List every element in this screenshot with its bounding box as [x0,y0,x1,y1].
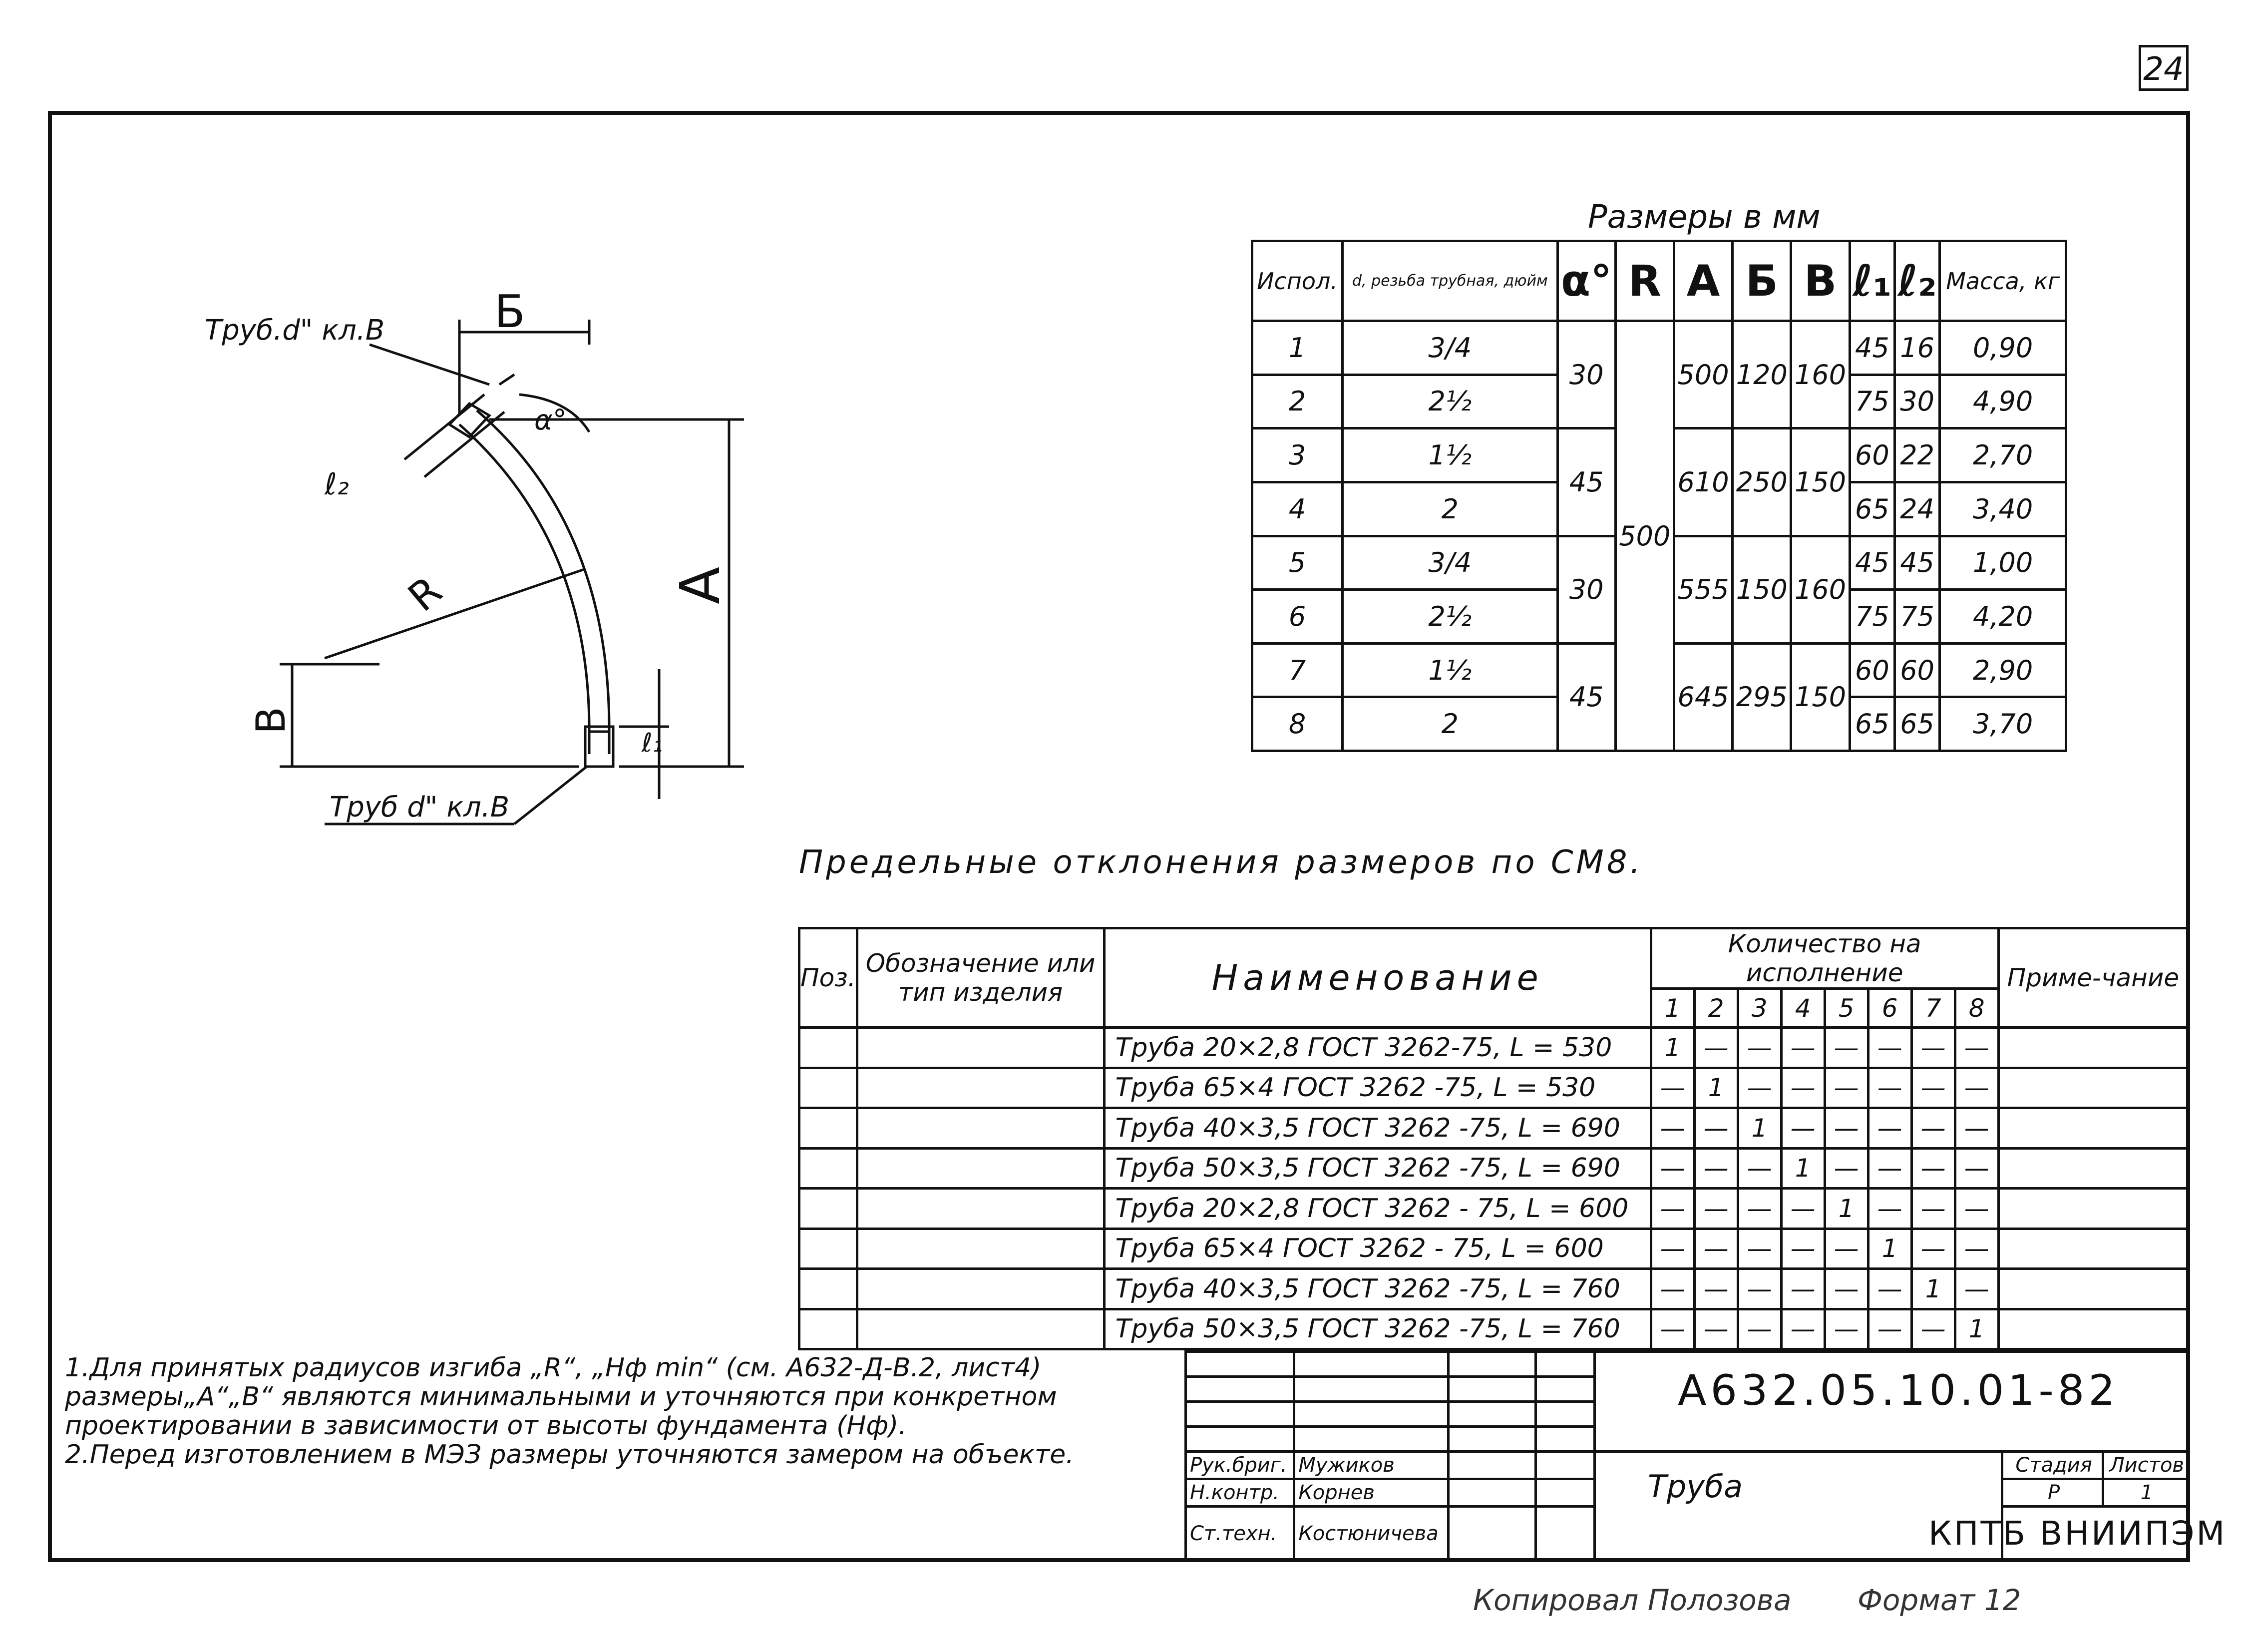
cell-B: 120 [1733,321,1791,428]
cell-mass: 3,40 [1940,482,2066,536]
cell-qty: 1 [1868,1229,1911,1269]
note-1: 1.Для принятых радиусов изгиба „R“, „Нф min“ (см. А632-Д-В.2, лист4) размеры„А“„В“ являются минимальными и уточняются при конкретном проектировании в зависимости от высоты фундамента (Нф). [65,1353,1057,1441]
cell-note [1998,1189,2188,1229]
cell-B: 250 [1733,428,1791,536]
cell-designation [857,1148,1104,1189]
cell-name: Труба 65×4 ГОСТ 3262 -75, L = 530 [1104,1068,1651,1108]
cell-designation [857,1028,1104,1068]
sheet-format: Формат 12 [1858,1583,2021,1617]
cell-qty: — [1738,1229,1781,1269]
label-bottom-pipe: Труб d" кл.В [330,791,510,824]
cell-qty: 1 [1738,1108,1781,1149]
cell-note [1998,1068,2188,1108]
cell-l1: 75 [1850,590,1894,644]
spec-header-row-1 [799,928,2188,989]
spec-row [799,1068,2188,1108]
dim-l2-label: ℓ₂ [325,467,349,502]
signature-cell-3 [1448,1507,1536,1561]
cell-qty: — [1825,1148,1868,1189]
cell-qty: 1 [1825,1189,1868,1229]
cell-A: 610 [1674,428,1732,536]
cell-qty: — [1651,1108,1694,1149]
cell-qty: — [1868,1269,1911,1309]
cell-note [1998,1269,2188,1309]
header-name: Наименование [1104,928,1651,1028]
cell-d-thread: 2 [1343,697,1557,751]
stage-label: Стадия [2002,1451,2103,1479]
cell-qty: — [1651,1068,1694,1108]
cell-V: 150 [1791,643,1850,751]
dimensions-table [1251,240,2067,752]
role-cell-3: Ст.техн. [1186,1507,1294,1561]
cell-A: 500 [1674,321,1732,428]
header-ispoln: Испол. [1252,241,1343,321]
cell-ispoln: 2 [1252,375,1343,428]
cell-qty: — [1825,1269,1868,1309]
header-mass: Масса, кг [1940,241,2066,321]
cell-pos [799,1068,857,1108]
spec-row [799,1148,2188,1189]
cell-note [1998,1309,2188,1349]
header-alpha: α° [1557,241,1615,321]
cell-designation [857,1068,1104,1108]
spec-row [799,1229,2188,1269]
cell-mass: 4,90 [1940,375,2066,428]
cell-qty: — [1911,1108,1955,1149]
cell-mass: 2,70 [1940,428,2066,482]
cell-l1: 60 [1850,428,1894,482]
cell-qty: — [1694,1229,1738,1269]
cell-qty: — [1868,1309,1911,1349]
header-exec-1: 1 [1651,989,1694,1028]
pipe-bend-drawing [190,280,864,854]
cell-qty: — [1955,1148,1998,1189]
cell-ispoln: 4 [1252,482,1343,536]
cell-designation [857,1189,1104,1229]
cell-l1: 45 [1850,536,1894,590]
cell-alpha: 45 [1557,428,1615,536]
header-R: R [1615,241,1674,321]
cell-mass: 4,20 [1940,590,2066,644]
cell-qty: — [1694,1148,1738,1189]
cell-B: 295 [1733,643,1791,751]
cell-pos [799,1028,857,1068]
dimensions-caption: Размеры в мм [1588,199,1821,236]
cell-R: 500 [1615,321,1674,751]
cell-qty: — [1651,1269,1694,1309]
sheets-value: 1 [2103,1479,2188,1507]
cell-l2: 22 [1894,428,1939,482]
cell-mass: 3,70 [1940,697,2066,751]
cell-qty: — [1651,1229,1694,1269]
cell-qty: — [1738,1309,1781,1349]
role-cell-2: Н.контр. [1186,1479,1294,1507]
dim-A-label: A [668,566,732,604]
cell-ispoln: 1 [1252,321,1343,375]
cell-qty: — [1738,1269,1781,1309]
cell-qty: 1 [1781,1148,1825,1189]
cell-qty: — [1694,1028,1738,1068]
dimensions-row [1252,321,2066,375]
cell-d-thread: 2 [1343,482,1557,536]
specification-table [798,927,2189,1350]
cell-qty: — [1868,1068,1911,1108]
cell-l2: 45 [1894,536,1939,590]
cell-qty: — [1911,1189,1955,1229]
role-cell-1: Рук.бриг. [1186,1451,1294,1479]
cell-qty: 1 [1694,1068,1738,1108]
dim-R-label: R [399,567,451,621]
cell-qty: — [1781,1068,1825,1108]
cell-qty: — [1738,1189,1781,1229]
cell-qty: — [1955,1108,1998,1149]
cell-l2: 75 [1894,590,1939,644]
cell-d-thread: 3/4 [1343,321,1557,375]
stage-value: Р [2002,1479,2103,1507]
spec-row [799,1309,2188,1349]
cell-d-thread: 2½ [1343,375,1557,428]
dim-alpha-label: α° [534,404,567,436]
cell-qty: — [1781,1269,1825,1309]
spec-row [799,1108,2188,1149]
dim-B-label: Б [494,286,525,338]
cell-qty: — [1955,1229,1998,1269]
cell-qty: — [1781,1229,1825,1269]
header-pos: Поз. [799,928,857,1028]
cell-pos [799,1309,857,1349]
name-cell-1: Мужиков [1294,1451,1448,1479]
spec-row [799,1269,2188,1309]
spec-row [799,1028,2188,1068]
cell-qty: — [1781,1309,1825,1349]
header-exec-7: 7 [1911,989,1955,1028]
header-quantity: Количество на исполнение [1651,928,1998,989]
dimensions-header-row [1252,241,2066,321]
organization: КПТБ ВНИИПЭМ [1928,1514,2227,1553]
cell-qty: — [1825,1068,1868,1108]
cell-qty: — [1738,1028,1781,1068]
cell-qty: — [1781,1028,1825,1068]
cell-name: Труба 40×3,5 ГОСТ 3262 -75, L = 760 [1104,1269,1651,1309]
dimensions-body [1252,321,2066,751]
cell-qty: — [1955,1068,1998,1108]
header-exec-2: 2 [1694,989,1738,1028]
cell-ispoln: 3 [1252,428,1343,482]
signature-cell-1 [1448,1451,1536,1479]
cell-alpha: 45 [1557,643,1615,751]
cell-pos [799,1269,857,1309]
cell-designation [857,1269,1104,1309]
document-name: Труба [1648,1468,1743,1505]
sheets-label: Листов [2103,1451,2188,1479]
cell-A: 645 [1674,643,1732,751]
cell-alpha: 30 [1557,536,1615,643]
cell-qty: — [1651,1309,1694,1349]
cell-qty: — [1911,1148,1955,1189]
cell-qty: — [1911,1068,1955,1108]
cell-designation [857,1229,1104,1269]
signature-cell-2 [1448,1479,1536,1507]
cell-name: Труба 65×4 ГОСТ 3262 - 75, L = 600 [1104,1229,1651,1269]
cell-l1: 65 [1850,482,1894,536]
cell-ispoln: 7 [1252,643,1343,697]
cell-qty: — [1825,1309,1868,1349]
header-note: Приме-чание [1998,928,2188,1028]
header-exec-8: 8 [1955,989,1998,1028]
cell-A: 555 [1674,536,1732,643]
cell-pos [799,1229,857,1269]
header-V: В [1791,241,1850,321]
header-designation: Обозначение или тип изделия [857,928,1104,1028]
cell-l2: 60 [1894,643,1939,697]
cell-qty: — [1694,1189,1738,1229]
cell-qty: — [1825,1028,1868,1068]
cell-name: Труба 40×3,5 ГОСТ 3262 -75, L = 690 [1104,1108,1651,1149]
cell-qty: — [1868,1108,1911,1149]
header-B: Б [1733,241,1791,321]
name-cell-2: Корнев [1294,1479,1448,1507]
cell-name: Труба 50×3,5 ГОСТ 3262 -75, L = 760 [1104,1309,1651,1349]
cell-l2: 65 [1894,697,1939,751]
cell-d-thread: 3/4 [1343,536,1557,590]
header-exec-6: 6 [1868,989,1911,1028]
header-d-thread: d, резьба трубная, дюйм [1343,241,1557,321]
cell-l1: 45 [1850,321,1894,375]
spec-row [799,1189,2188,1229]
cell-qty: — [1868,1189,1911,1229]
cell-V: 160 [1791,536,1850,643]
cell-qty: — [1781,1189,1825,1229]
deviation-note: Предельные отклонения размеров по СМ8. [799,844,1643,881]
dim-l1-label: ℓ₁ [642,728,663,758]
cell-note [1998,1028,2188,1068]
cell-pos [799,1189,857,1229]
header-l2: ℓ₂ [1894,241,1939,321]
cell-d-thread: 2½ [1343,590,1557,644]
cell-qty: — [1911,1028,1955,1068]
cell-name: Труба 50×3,5 ГОСТ 3262 -75, L = 690 [1104,1148,1651,1189]
sheet-number: 24 [2139,45,2189,91]
cell-qty: 1 [1911,1269,1955,1309]
cell-qty: 1 [1955,1309,1998,1349]
cell-qty: — [1651,1148,1694,1189]
header-exec-4: 4 [1781,989,1825,1028]
header-l1: ℓ₁ [1850,241,1894,321]
cell-pos [799,1148,857,1189]
cell-alpha: 30 [1557,321,1615,428]
cell-qty: — [1911,1229,1955,1269]
cell-qty: — [1694,1108,1738,1149]
spec-body [799,1028,2188,1349]
cell-qty: 1 [1651,1028,1694,1068]
cell-d-thread: 1½ [1343,428,1557,482]
cell-name: Труба 20×2,8 ГОСТ 3262 - 75, L = 600 [1104,1189,1651,1229]
cell-l1: 75 [1850,375,1894,428]
cell-V: 150 [1791,428,1850,536]
header-exec-3: 3 [1738,989,1781,1028]
cell-l2: 24 [1894,482,1939,536]
document-code: А632.05.10.01-82 [1678,1366,2119,1415]
cell-note [1998,1108,2188,1149]
cell-qty: — [1955,1269,1998,1309]
cell-ispoln: 6 [1252,590,1343,644]
cell-mass: 1,00 [1940,536,2066,590]
dim-V-label: В [248,707,294,734]
name-cell-3: Костюничева [1294,1507,1448,1561]
cell-qty: — [1955,1189,1998,1229]
header-A: A [1674,241,1732,321]
cell-designation [857,1309,1104,1349]
cell-name: Труба 20×2,8 ГОСТ 3262-75, L = 530 [1104,1028,1651,1068]
cell-qty: — [1825,1229,1868,1269]
cell-B: 150 [1733,536,1791,643]
cell-mass: 0,90 [1940,321,2066,375]
cell-l1: 60 [1850,643,1894,697]
cell-ispoln: 5 [1252,536,1343,590]
label-top-pipe: Труб.d" кл.В [205,314,385,347]
cell-pos [799,1108,857,1149]
cell-qty: — [1694,1309,1738,1349]
cell-qty: — [1651,1189,1694,1229]
cell-mass: 2,90 [1940,643,2066,697]
cell-qty: — [1738,1068,1781,1108]
cell-l2: 16 [1894,321,1939,375]
cell-qty: — [1694,1269,1738,1309]
cell-qty: — [1738,1148,1781,1189]
copied-by: Копировал Полозова [1473,1583,1792,1617]
cell-qty: — [1825,1108,1868,1149]
cell-qty: — [1955,1028,1998,1068]
note-2: 2.Перед изготовлением в МЭЗ размеры уточняются замером на объекте. [65,1440,1074,1470]
cell-qty: — [1868,1148,1911,1189]
cell-ispoln: 8 [1252,697,1343,751]
cell-qty: — [1911,1309,1955,1349]
cell-qty: — [1781,1108,1825,1149]
cell-l1: 65 [1850,697,1894,751]
notes [65,1353,1188,1469]
cell-d-thread: 1½ [1343,643,1557,697]
header-exec-5: 5 [1825,989,1868,1028]
cell-V: 160 [1791,321,1850,428]
cell-qty: — [1868,1028,1911,1068]
cell-l2: 30 [1894,375,1939,428]
cell-note [1998,1229,2188,1269]
cell-designation [857,1108,1104,1149]
cell-note [1998,1148,2188,1189]
